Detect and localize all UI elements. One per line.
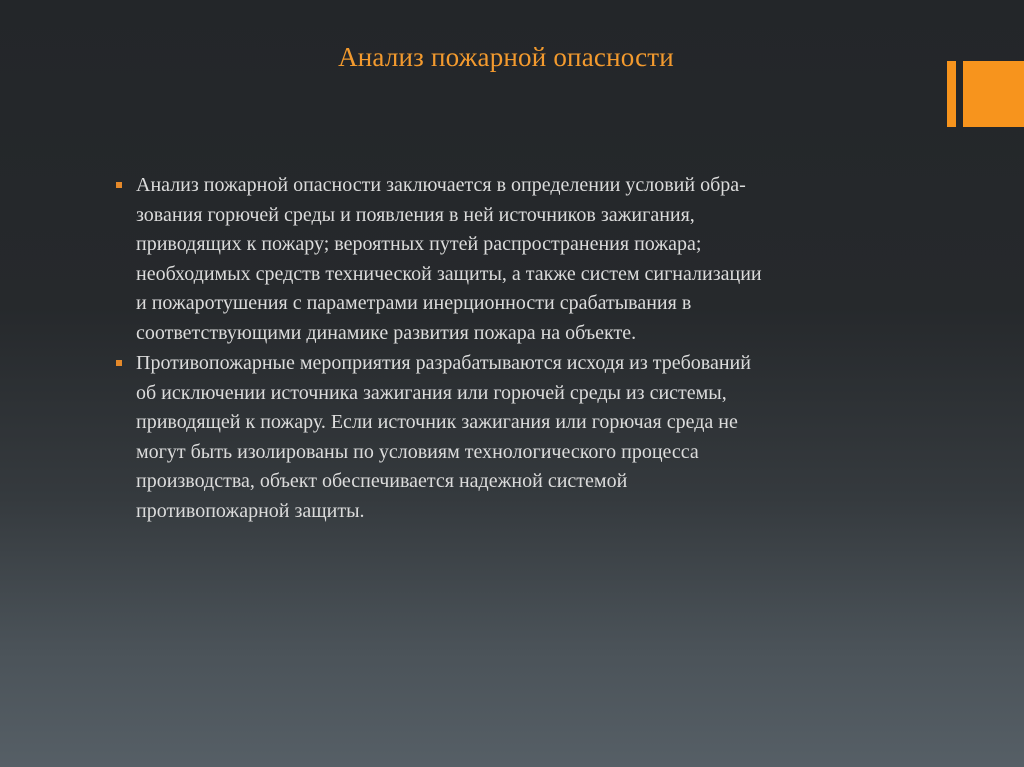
bullet-item [116,349,906,526]
bullet-text-line: могут быть изолированы по условиям технологического процесса [136,440,699,463]
bullet-text-line: противопожарной защиты. [136,499,365,522]
bullet-list [116,171,906,527]
bullet-text-line: приводящей к пожару. Если источник зажигания или горючая среда не [136,411,738,433]
bullet-text-line: об исключении источника зажигания или горючей среды из системы, [136,381,727,404]
bullet-text-line: зования горючей среды и появления в ней источников зажигания, [136,203,695,226]
square-bullet-icon [116,182,122,188]
bullet-text-line: Противопожарные мероприятия разрабатываются исходя из требований [136,352,751,374]
bullet-text-line: приводящих к пожару; вероятных путей распространения пожара; [136,233,702,255]
bullet-text-line: необходимых средств технической защиты, а также систем сигнализации [136,262,762,285]
slide-title: Анализ пожарной опасности [338,42,674,72]
accent-bar-thin [947,61,956,127]
square-bullet-icon [116,360,122,366]
accent-bar-thick [963,61,1024,127]
bullet-text-line: производства, объект обеспечивается надежной системой [136,470,628,492]
bullet-text-line: соответствующими динамике развития пожара на объекте. [136,321,637,344]
bullet-text-line: Анализ пожарной опасности заключается в определении условий обра- [136,174,746,196]
bullet-text-line: и пожаротушения с параметрами инерционности срабатывания в [136,292,692,314]
bullet-item [116,171,906,348]
